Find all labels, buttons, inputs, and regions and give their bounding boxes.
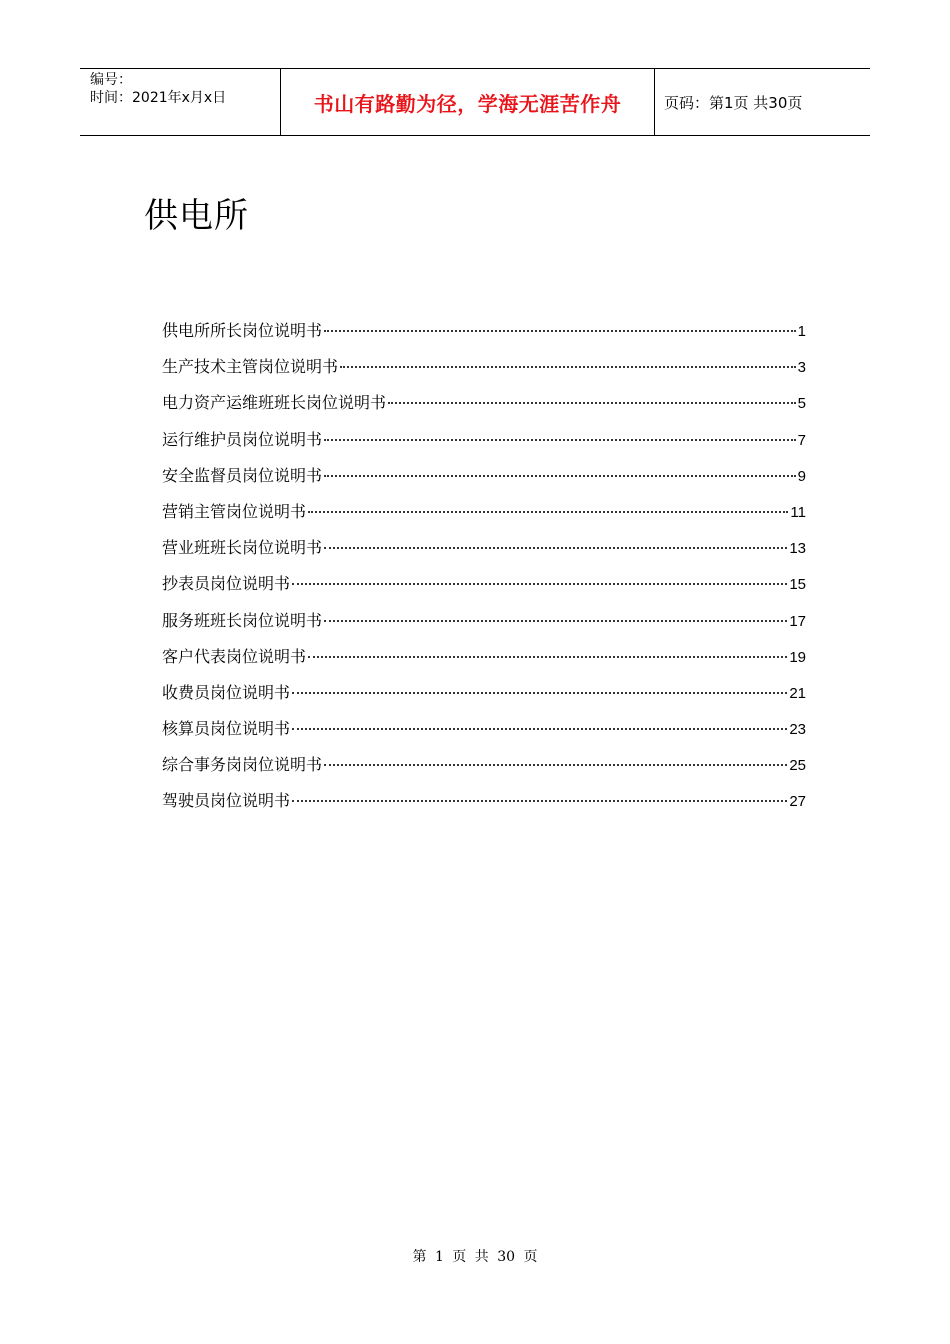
toc-entry-page: 3 — [797, 359, 806, 377]
toc-dot-leader — [324, 475, 796, 477]
toc-entry-title: 服务班班长岗位说明书 — [162, 610, 323, 630]
page-title: 供电所 — [144, 196, 249, 236]
toc-entry-page: 23 — [789, 721, 806, 739]
toc-entry[interactable] — [162, 535, 806, 571]
toc-entry-page: 1 — [797, 323, 806, 340]
toc-dot-leader — [292, 800, 787, 802]
toc-entry[interactable] — [162, 354, 806, 390]
header-motto: 书山有路勤为径，学海无涯苦作舟 — [313, 91, 622, 116]
document-number-label: 编号： — [90, 72, 132, 88]
toc-entry-title: 综合事务岗岗位说明书 — [162, 755, 323, 775]
document-time: 时间：2021年x月x日 — [90, 90, 227, 106]
toc-entry-title: 核算员岗位说明书 — [162, 719, 291, 739]
toc-entry[interactable] — [162, 427, 806, 463]
toc-entry-title: 收费员岗位说明书 — [162, 682, 291, 702]
toc-entry-page: 5 — [797, 395, 806, 413]
toc-entry[interactable] — [162, 318, 806, 354]
toc-entry[interactable] — [162, 499, 806, 535]
toc-entry-title: 电力资产运维班班长岗位说明书 — [162, 393, 387, 413]
toc-entry-title: 客户代表岗位说明书 — [162, 646, 307, 666]
toc-entry-title: 运行维护员岗位说明书 — [162, 429, 323, 449]
toc-entry-page: 25 — [789, 757, 806, 775]
toc-entry-title: 生产技术主管岗位说明书 — [162, 357, 339, 377]
toc-dot-leader — [324, 547, 787, 549]
toc-dot-leader — [324, 764, 787, 766]
toc-entry-title: 营销主管岗位说明书 — [162, 501, 307, 521]
header-page-info: 页码：第1页 共30页 — [664, 93, 803, 112]
page-footer: 第 1 页 共 30 页 — [412, 1249, 538, 1265]
toc-dot-leader — [324, 620, 787, 622]
toc-entry-page: 19 — [789, 648, 806, 666]
header-motto-cell — [281, 69, 655, 135]
toc-entry-page: 15 — [789, 576, 806, 594]
toc-entry[interactable] — [162, 788, 806, 824]
toc-entry-page: 21 — [789, 684, 806, 702]
toc-entry[interactable] — [162, 571, 806, 607]
toc-entry-title: 供电所所长岗位说明书 — [162, 321, 323, 340]
toc-entry-page: 17 — [789, 612, 806, 630]
toc-entry-title: 安全监督员岗位说明书 — [162, 465, 323, 485]
toc-entry-page: 9 — [797, 467, 806, 485]
header-page-cell — [655, 69, 870, 135]
toc-entry-title: 营业班班长岗位说明书 — [162, 538, 323, 558]
toc-dot-leader — [292, 728, 787, 730]
toc-dot-leader — [324, 330, 796, 332]
toc-entry-title: 抄表员岗位说明书 — [162, 574, 291, 594]
toc-dot-leader — [324, 439, 796, 441]
header-meta-cell — [80, 69, 281, 135]
toc-dot-leader — [308, 656, 787, 658]
toc-dot-leader — [388, 402, 796, 404]
toc-entry-page: 27 — [789, 793, 806, 811]
toc-entry[interactable] — [162, 644, 806, 680]
toc-entry[interactable] — [162, 608, 806, 644]
document-header — [80, 68, 870, 136]
toc-entry[interactable] — [162, 463, 806, 499]
toc-entry-page: 11 — [790, 503, 806, 521]
toc-dot-leader — [292, 583, 787, 585]
toc-dot-leader — [308, 511, 788, 513]
table-of-contents — [162, 318, 806, 825]
toc-entry-page: 13 — [789, 540, 806, 558]
toc-dot-leader — [292, 692, 787, 694]
toc-entry[interactable] — [162, 752, 806, 788]
toc-entry[interactable] — [162, 716, 806, 752]
toc-entry-page: 7 — [797, 431, 806, 449]
toc-entry[interactable] — [162, 680, 806, 716]
toc-entry[interactable] — [162, 390, 806, 426]
toc-dot-leader — [340, 366, 796, 368]
toc-entry-title: 驾驶员岗位说明书 — [162, 791, 291, 811]
